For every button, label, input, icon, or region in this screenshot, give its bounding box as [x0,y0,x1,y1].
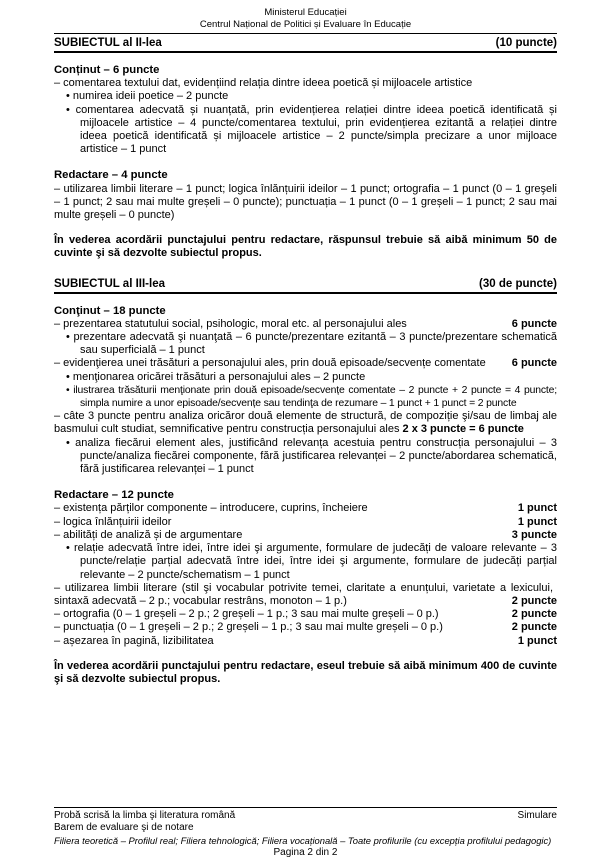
subject3-redactare-item-1-text: – existența părților componente – introducere, cuprins, încheiere [54,502,368,515]
subject3-redactare-item-7-text: – așezarea în pagină, lizibilitatea [54,634,214,647]
footer-session: Simulare [517,810,557,821]
document-footer [54,807,557,860]
subject3-content-item-3-points: 2 x 3 puncte = 6 puncte [402,423,524,436]
subject2-title: SUBIECTUL al II-lea [54,37,162,49]
footer-doc-type: Barem de evaluare şi de notare [54,822,194,834]
subject3-redactare-item-1-points: 1 punct [517,502,557,515]
subject3-note: În vederea acordării punctajului pentru redactare, eseul trebuie să aibă minimum 400 de cuvinte şi să dezvolte subiectul propus. [54,659,557,685]
subject3-redactare-bullet-1: • relație adecvată între idei, între idei şi argumente, formulare de judecăți de valoare relevante – 3 puncte/relație parțial adecvată între idei, între idei şi argumente, formulare de judecăți parțial relevante – 2 puncte/schematism – 1 punct [54,542,557,582]
subject3-points: (30 de puncte) [479,277,557,290]
subject3-content-heading: Conţinut – 18 puncte [54,304,166,317]
subject3-content-item-1-points: 6 puncte [511,317,557,330]
subject3-redactare-item-3-points: 3 puncte [511,528,557,541]
subject2-content-item: – comentarea textului dat, evidențiind relația dintre ideea poetică și mijloacele artistice [54,77,473,90]
subject2-note: În vederea acordării punctajului pentru redactare, răspunsul trebuie să aibă minimum 50 de cuvinte şi să dezvolte subiectul propus. [54,234,557,260]
subject3-content-item-2-text: – evidenţierea unei trăsături a personajului ales, prin două episoade/secvențe comentate [54,357,486,370]
subject3-redactare-item-6-points: 2 puncte [511,621,557,634]
subject3-redactare-item-3 [54,529,557,542]
subject3-heading-row [54,275,557,294]
subject3-redactare-item-6-text: – punctuația (0 – 1 greșeli – 2 p.; 2 greșeli – 1 p.; 3 sau mai multe greșeli – 0 p.) [54,621,443,634]
subject3-redactare-item-4 [54,582,557,608]
subject3-redactare-item-5-text: – ortografia (0 – 1 greșeli – 2 p.; 2 greșeli – 1 p.; 3 sau mai multe greșeli – 0 p.) [54,608,439,621]
subject2-points: (10 puncte) [495,37,557,49]
subject2-body [54,64,557,261]
center-name: Centrul Național de Politici și Evaluare în Educație [199,18,412,30]
subject3-redactare-heading: Redactare – 12 puncte [54,489,174,502]
subject3-bullet-1: • prezentare adecvată şi nuanţată – 6 puncte/prezentare ezitantă – 3 puncte/prezentare schematică sau superficială – 1 punct [54,331,557,357]
subject3-content-item-1-text: – prezentarea statutului social, psihologic, moral etc. al personajului ales [54,317,407,330]
ministry-name: Ministerul Educației [264,7,347,18]
subject3-content-item-3-text: – câte 3 puncte pentru analiza oricăror două elemente de structură, de compoziție şi/sau de limbaj ale basmului cult studiat, semnificative pentru construcția personajului ales [54,410,557,436]
subject3-content-item-1 [54,318,557,331]
subject2-bullet-1: • numirea ideii poetice – 2 puncte [54,90,557,103]
subject3-redactare-item-2-points: 1 punct [517,515,557,528]
subject3-content-item-3 [54,410,557,436]
subject3-redactare-item-3-text: – abilități de analiză și de argumentare [54,528,243,541]
subject3-redactare-item-7 [54,635,557,648]
subject3-redactare-item-2 [54,516,557,529]
subject3-bullet-3: • ilustrarea trăsăturii menţionate prin două episoade/secvențe comentate – 2 puncte + 2 puncte = 4 puncte; simpla numire a unor episoade/secvențe sau tendinţa de rezumare – 1 punct + 1 punct = 2 puncte [54,384,557,410]
footer-profiles: Filiera teoretică – Profilul real; Filiera tehnologică; Filiera vocațională – Toate profilurile (cu excepția profilului pedagogic) [54,834,552,846]
subject3-redactare-item-1 [54,502,557,515]
subject3-redactare-item-6 [54,621,557,634]
subject3-redactare-item-7-points: 1 punct [517,634,557,647]
subject3-title: SUBIECTUL al III-lea [54,277,165,290]
subject3-redactare-item-4-points: 2 puncte [511,594,557,607]
footer-row-1 [54,810,557,822]
subject3-bullet-2: • menţionarea oricărei trăsături a personajului ales – 2 puncte [54,371,557,384]
footer-page-number: Pagina 2 din 2 [273,847,338,859]
document-header [54,0,557,30]
footer-exam-name: Probă scrisă la limba şi literatura română [54,810,236,821]
subject3-redactare-item-2-text: – logica înlănțuirii ideilor [54,515,172,528]
subject2-heading-row [54,34,557,53]
subject2-redactare-item: – utilizarea limbii literare – 1 punct; logica înlănțuirii ideilor – 1 punct; ortografia – 1 punct (0 – 1 greşeli – 1 punct; 2 sau mai multe greșeli – 0 puncte); punctuația – 1 punct (0 – 1 greșeli – 1 punct; 2 sau mai multe greșeli – 0 puncte) [54,182,557,222]
subject3-content-item-2-points: 6 puncte [511,357,557,370]
subject3-content-item-2 [54,357,557,370]
subject3-redactare-item-4-text: – utilizarea limbii literare (stil şi vocabular potrivite temei, claritate a enunțului, varietate a lexicului, sintaxă adecvată – 2 p.; vocabular restrâns, monoton – 1 p.) [54,581,553,607]
subject2-content-heading: Conținut – 6 puncte [54,64,160,76]
subject2-redactare-heading: Redactare – 4 puncte [54,169,168,182]
subject2-bullet-2: • comentarea adecvată și nuanțată, prin evidențierea relației dintre ideea poetică identificată și mijloacele artistice – 4 puncte/comentarea textului, prin evidențierea ezitantă a relației dintre ideea poetică identificată și mijloacele artistice – 2 puncte/simpla precizare a unor mijloace artistice – 1 punct [54,104,557,157]
subject3-redactare-item-5 [54,608,557,621]
subject3-redactare-item-5-points: 2 puncte [511,608,557,621]
subject3-body [54,305,557,686]
subject3-bullet-4: • analiza fiecărui element ales, justificând relevanța acestuia pentru construcția personajului – 3 puncte/analiza fiecărei componente, fără justificarea relevanței – 2 puncte/abordarea schematică, fără justificarea relevanței – 1 punct [54,437,557,477]
